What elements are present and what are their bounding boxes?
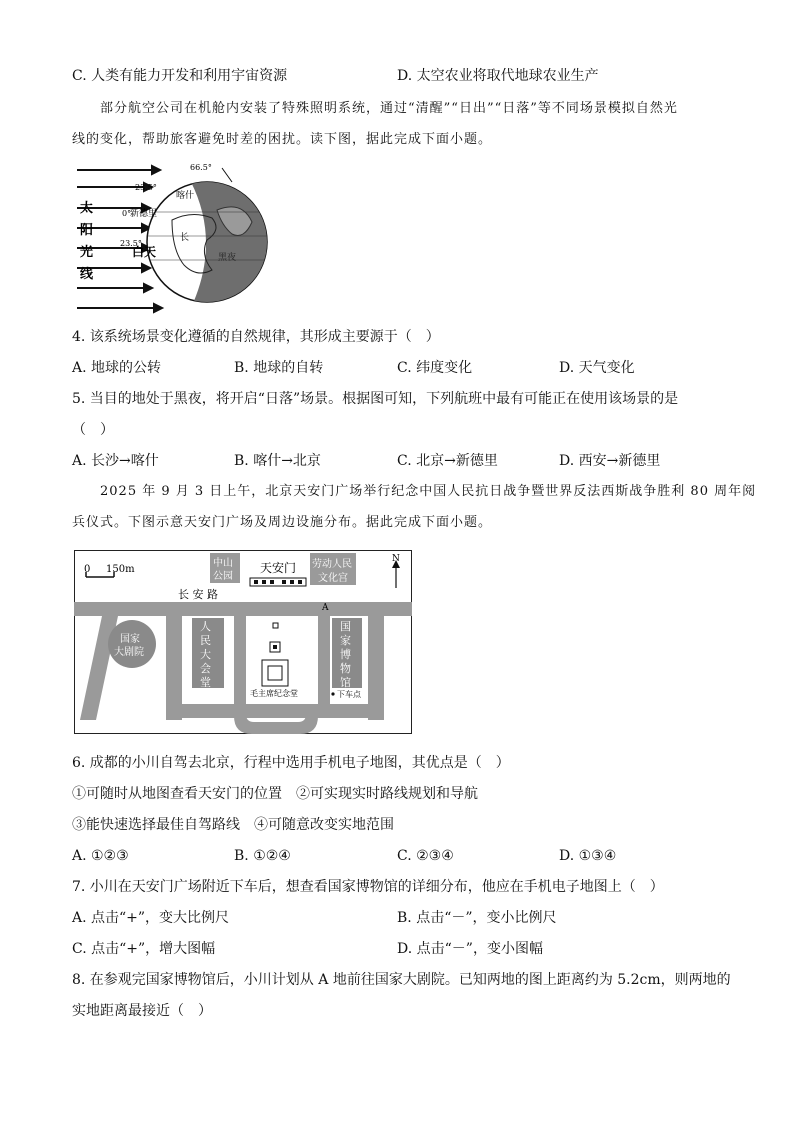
great-hall-label: 堂	[200, 676, 211, 689]
option-b: B. 点击“－”，变小比例尺	[397, 910, 557, 926]
dropoff-label: 下车点	[337, 690, 361, 699]
scale-label: 150m	[106, 564, 135, 575]
place-label: 长	[180, 233, 190, 243]
question-stem: 6. 成都的小川自驾去北京，行程中选用手机电子地图，其优点是（ ）	[72, 755, 510, 771]
option-b: B. ①②④	[234, 848, 291, 864]
passage-line: 线的变化，帮助旅客避免时差的困扰。读下图，据此完成下面小题。	[72, 132, 493, 147]
statement-line: ③能快速选择最佳自驾路线 ④可随意改变实地范围	[72, 817, 394, 833]
option-d: D. 西安→新德里	[559, 453, 661, 469]
museum-label: 物	[340, 662, 351, 675]
option-c: C. 纬度变化	[397, 360, 473, 376]
great-hall-label: 民	[200, 634, 211, 647]
place-label: 喀什	[176, 191, 195, 201]
option-b: B. 地球的自转	[234, 360, 324, 376]
option-a: A. ①②③	[72, 848, 129, 864]
option-c: C. ②③④	[397, 848, 454, 864]
option-d: D. 太空农业将取代地球农业生产	[397, 68, 599, 84]
road	[166, 704, 384, 718]
option-a: A. 地球的公转	[72, 360, 162, 376]
theatre-label: 国家	[120, 634, 140, 645]
option-c: C. 点击“+”，增大图幅	[72, 941, 216, 957]
theatre-label: 大剧院	[114, 647, 144, 658]
passage-line: 部分航空公司在机舱内安装了特殊照明系统，通过“清醒”“日出”“日落”等不同场景模拟自然光	[100, 101, 678, 116]
option-d: D. ①③④	[559, 848, 617, 864]
tiananmen-label: 天安门	[260, 561, 297, 575]
cultural-palace-label: 劳动人民	[312, 559, 352, 570]
tiananmen-map	[74, 550, 412, 734]
day-label: 白天	[132, 245, 157, 259]
cultural-palace-label: 文化宫	[318, 573, 348, 584]
sunlight-label-char: 线	[80, 267, 94, 282]
statement-line: ①可随时从地图查看天安门的位置 ②可实现实时路线规划和导航	[72, 786, 478, 802]
latitude-label: 23.5°	[135, 183, 157, 192]
great-hall-label: 人	[200, 620, 211, 633]
latitude-label: 66.5°	[190, 163, 212, 172]
changan-road	[74, 602, 412, 616]
place-label: 新德里	[130, 209, 158, 219]
mausoleum-label: 毛主席纪念堂	[250, 689, 298, 698]
museum-label: 馆	[340, 676, 351, 689]
option-b: B. 喀什→北京	[234, 453, 321, 469]
question-stem: 8. 在参观完国家博物馆后，小川计划从 A 地前往国家大剧院。已知两地的图上距离约为 5.2cm，则两地的	[72, 972, 731, 988]
sunlight-label-char: 太	[80, 201, 94, 216]
option-a: A. 长沙→喀什	[72, 453, 159, 469]
museum-label: 家	[340, 634, 351, 647]
museum-label: 博	[340, 648, 351, 661]
question-stem: 7. 小川在天安门广场附近下车后，想查看国家博物馆的详细分布，他应在手机电子地图上（ ）	[72, 879, 664, 895]
question-stem: 5. 当目的地处于黑夜，将开启“日落”场景。根据图可知，下列航班中最有可能正在使用该场景的是	[72, 391, 679, 407]
sunlight-label-char: 光	[80, 245, 94, 260]
question-stem: 实地距离最接近（ ）	[72, 1003, 212, 1019]
zhongshan-label: 公园	[213, 571, 233, 582]
night-label: 黑夜	[218, 253, 237, 263]
great-hall-label: 大	[200, 648, 211, 661]
option-d: D. 点击“－”，变小图幅	[397, 941, 543, 957]
question-stem: 4. 该系统场景变化遵循的自然规律，其形成主要源于（ ）	[72, 329, 440, 345]
latitude-label: 0°	[122, 209, 132, 218]
option-d: D. 天气变化	[559, 360, 635, 376]
dropoff-point	[331, 692, 334, 695]
option-c: C. 人类有能力开发和利用宇宙资源	[72, 68, 288, 84]
passage-line: 2025 年 9 月 3 日上午，北京天安门广场举行纪念中国人民抗日战争暨世界反法西斯战争胜利 80 周年阅	[100, 484, 757, 499]
north-label: N	[392, 554, 400, 564]
question-paren: （ ）	[72, 422, 114, 438]
passage-line: 兵仪式。下图示意天安门广场及周边设施分布。据此完成下面小题。	[72, 515, 493, 530]
scale-label: 0	[84, 564, 91, 575]
zhongshan-label: 中山	[213, 558, 233, 569]
museum-label: 国	[340, 620, 351, 633]
sunlight-label-char: 阳	[80, 223, 94, 238]
road-label: 长 安 路	[178, 588, 218, 601]
option-a: A. 点击“+”，变大比例尺	[72, 910, 230, 926]
option-c: C. 北京→新德里	[397, 453, 498, 469]
point-a-label: A	[322, 603, 329, 613]
great-hall-label: 会	[200, 662, 211, 675]
earth-illumination-figure	[72, 160, 272, 320]
latitude-label: 23.5°	[120, 239, 142, 248]
